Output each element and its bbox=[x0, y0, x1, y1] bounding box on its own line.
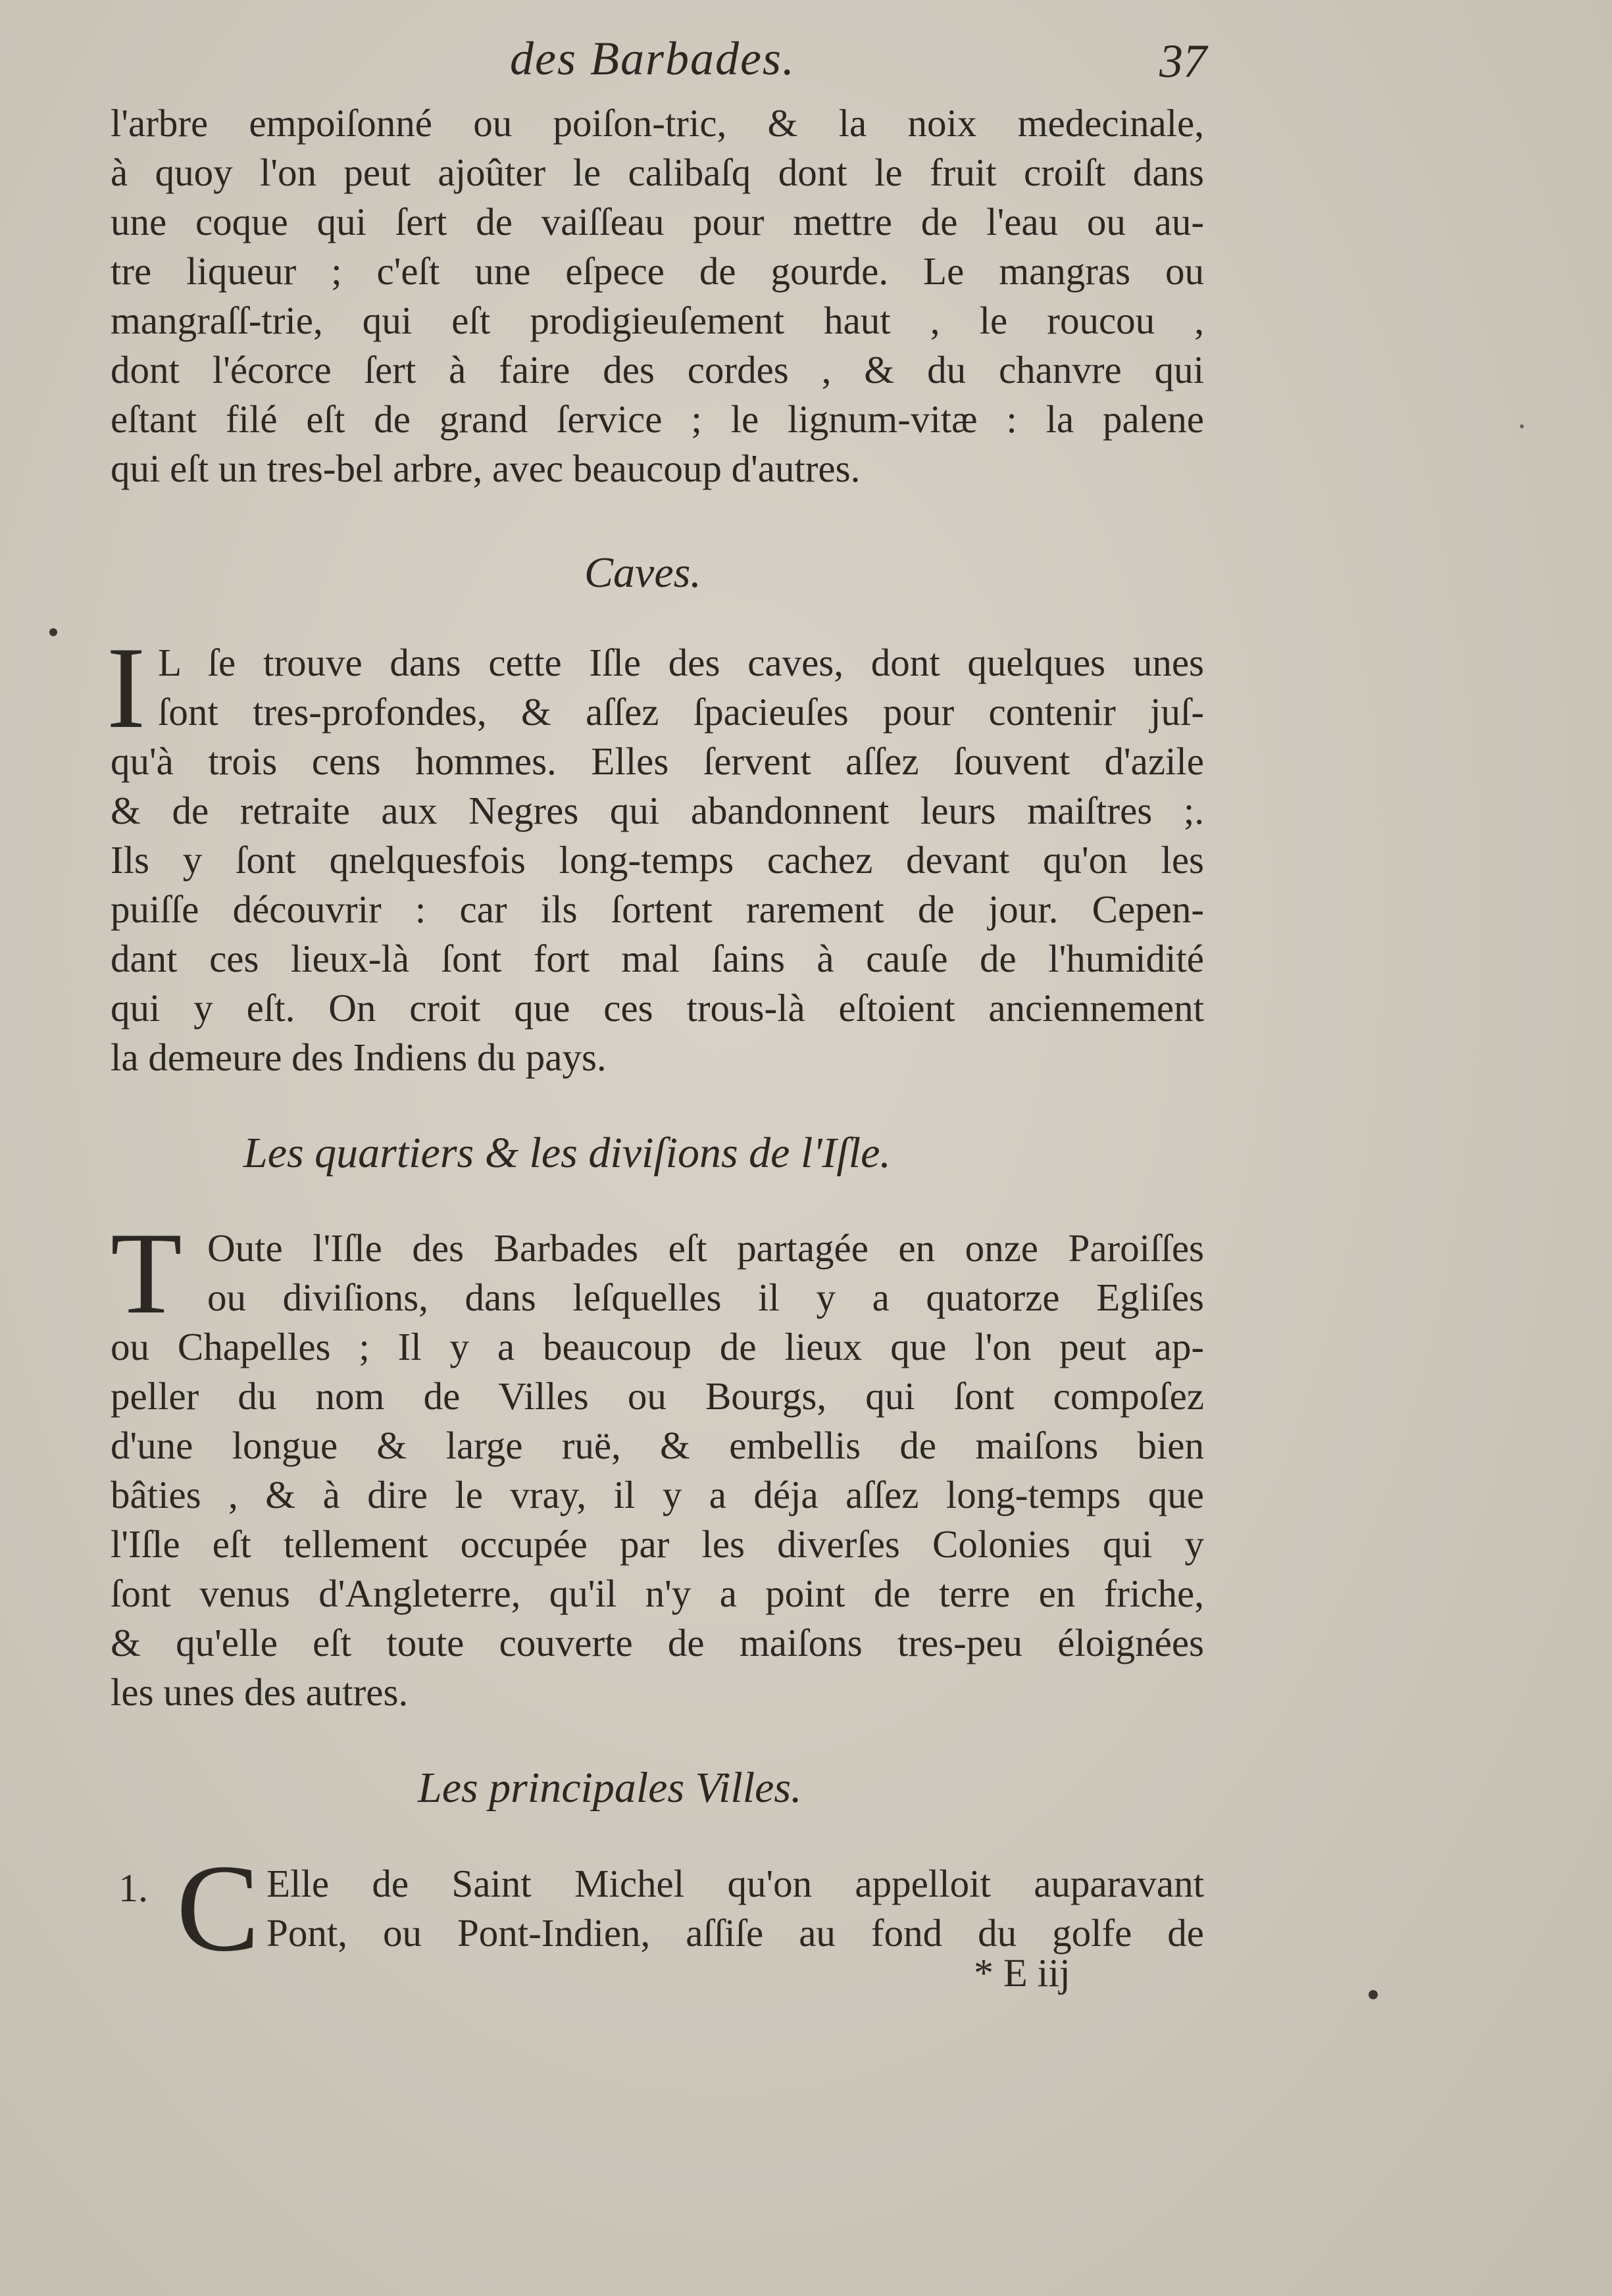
text-line: l'Iſle eſt tellement occupée par les diverſes Colonies qui y bbox=[111, 1522, 1204, 1566]
page-number: 37 bbox=[1159, 35, 1207, 87]
text-line: Pont, ou Pont-Indien, aſſiſe au fond du golfe de bbox=[266, 1911, 1204, 1955]
section-heading-quartiers: Les quartiers & les diviſions de l'Iſle. bbox=[243, 1129, 891, 1177]
drop-cap: T bbox=[111, 1208, 182, 1338]
section-heading-caves: Caves. bbox=[584, 549, 701, 597]
text-line: ou Chapelles ; Il y a beaucoup de lieux que l'on peut ap- bbox=[111, 1325, 1204, 1368]
text-line: qui eſt un tres-bel arbre, avec beaucoup d'autres. bbox=[111, 447, 861, 490]
drop-cap-lines bbox=[207, 1224, 1204, 1322]
text-line: l'arbre empoiſonné ou poiſon-tric, & la noix medecinale, bbox=[111, 101, 1204, 145]
running-title: des Barbades. bbox=[510, 32, 795, 85]
signature-mark: * E iij bbox=[974, 1951, 1070, 1995]
drop-cap-lines bbox=[158, 638, 1204, 737]
text-line: dant ces lieux-là ſont fort mal ſains à cauſe de l'humidité bbox=[111, 937, 1204, 980]
text-line: dont l'écorce ſert à faire des cordes , & du chanvre qui bbox=[111, 348, 1204, 391]
text-line: peller du nom de Villes ou Bourgs, qui ſont compoſez bbox=[111, 1374, 1204, 1418]
text-line: & qu'elle eſt toute couverte de maiſons tres-peu éloignées bbox=[111, 1621, 1204, 1664]
text-line: ſont tres-profondes, & aſſez ſpacieuſes pour contenir juſ- bbox=[158, 690, 1204, 734]
paper-speck bbox=[1520, 424, 1524, 428]
text-line: L ſe trouve dans cette Iſle des caves, dont quelques unes bbox=[158, 641, 1204, 684]
text-line: mangraſſ-trie, qui eſt prodigieuſement haut , le roucou , bbox=[111, 299, 1204, 342]
text-line: qui y eſt. On croit que ces trous-là eſtoient anciennement bbox=[111, 986, 1204, 1030]
text-line: & de retraite aux Negres qui abandonnent leurs maiſtres ;. bbox=[111, 789, 1204, 832]
drop-cap-lines bbox=[266, 1859, 1204, 1958]
text-line: eſtant filé eſt de grand ſervice ; le lignum-vitæ : la palene bbox=[111, 397, 1204, 441]
drop-cap: C bbox=[176, 1839, 260, 1978]
text-line: d'une longue & large ruë, & embellis de maiſons bien bbox=[111, 1424, 1204, 1467]
item-number: 1. bbox=[118, 1866, 148, 1910]
text-line: qu'à trois cens hommes. Elles ſervent aſſez ſouvent d'azile bbox=[111, 739, 1204, 783]
caves-paragraph bbox=[111, 737, 1204, 1082]
paper-speck bbox=[1369, 1990, 1378, 1999]
drop-cap: I bbox=[107, 622, 146, 753]
text-line: la demeure des Indiens du pays. bbox=[111, 1036, 607, 1079]
continued-paragraph bbox=[111, 99, 1204, 493]
text-line: ou diviſions, dans leſquelles il y a quatorze Egliſes bbox=[207, 1276, 1204, 1319]
text-line: à quoy l'on peut ajoûter le calibaſq dont le fruit croiſt dans bbox=[111, 151, 1204, 194]
text-line: Ils y ſont qnelquesfois long-temps cachez devant qu'on les bbox=[111, 838, 1204, 882]
text-line: puiſſe découvrir : car ils ſortent rarement de jour. Cepen- bbox=[111, 887, 1204, 931]
text-line: une coque qui ſert de vaiſſeau pour mettre de l'eau ou au- bbox=[111, 200, 1204, 243]
text-line: Oute l'Iſle des Barbades eſt partagée en onze Paroiſſes bbox=[207, 1226, 1204, 1270]
section-heading-villes: Les principales Villes. bbox=[418, 1764, 802, 1812]
paper-speck bbox=[49, 628, 57, 636]
quartiers-paragraph bbox=[111, 1322, 1204, 1717]
text-line: les unes des autres. bbox=[111, 1670, 409, 1714]
text-line: bâties , & à dire le vray, il y a déja aſſez long-temps que bbox=[111, 1473, 1204, 1516]
text-line: tre liqueur ; c'eſt une eſpece de gourde. Le mangras ou bbox=[111, 249, 1204, 293]
text-line: Elle de Saint Michel qu'on appelloit auparavant bbox=[266, 1862, 1204, 1905]
text-line: ſont venus d'Angleterre, qu'il n'y a point de terre en friche, bbox=[111, 1572, 1204, 1615]
